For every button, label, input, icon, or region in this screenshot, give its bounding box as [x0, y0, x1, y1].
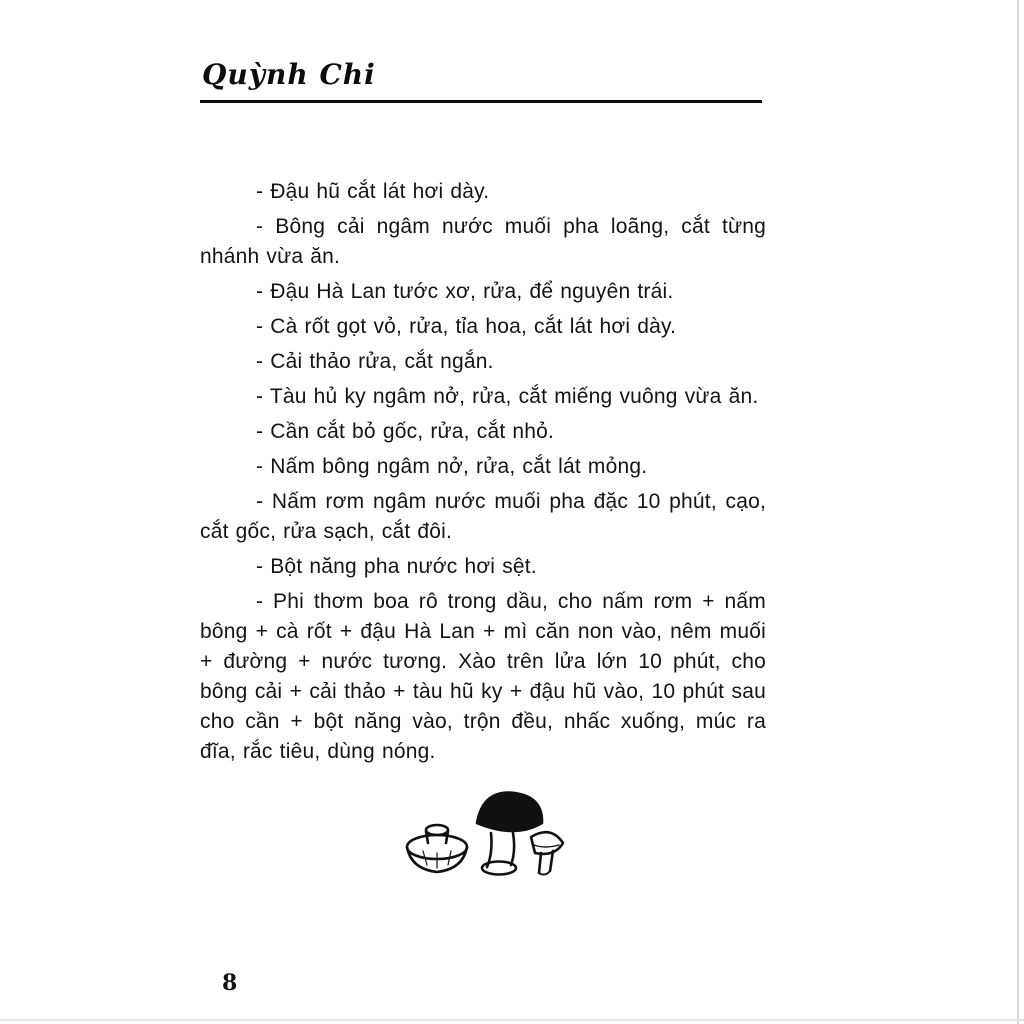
recipe-paragraph: - Cần cắt bỏ gốc, rửa, cắt nhỏ.: [256, 420, 555, 443]
recipe-paragraph: - Cải thảo rửa, cắt ngắn.: [256, 350, 494, 373]
scan-edge-right: [1017, 0, 1019, 1024]
page-header: [200, 58, 766, 103]
author-name: Quỳnh Chi: [202, 58, 376, 91]
header-rule: [200, 100, 762, 103]
mushrooms-icon: [393, 781, 573, 889]
page-number: 8: [222, 970, 238, 996]
mushrooms-illustration: [388, 781, 578, 894]
recipe-paragraph: - Phi thơm boa rô trong dầu, cho nấm rơm + nấm bông + cà rốt + đậu Hà Lan + mì căn non vào, nêm muối + đường + nước tương. Xào trên lửa lớn 10 phút, cho bông cải + cải thảo + tàu hũ ky + đậu hũ vào, 10 phút sau cho cần + bột năng vào, trộn đều, nhấc xuống, múc ra đĩa, rắc tiêu, dùng nóng.: [200, 590, 766, 763]
recipe-paragraph: - Đậu hũ cắt lát hơi dày.: [256, 180, 490, 203]
recipe-paragraph: - Tàu hủ ky ngâm nở, rửa, cắt miếng vuông vừa ăn.: [256, 385, 759, 408]
recipe-paragraph: - Cà rốt gọt vỏ, rửa, tỉa hoa, cắt lát hơi dày.: [256, 315, 677, 338]
recipe-paragraph: - Nấm bông ngâm nở, rửa, cắt lát mỏng.: [256, 455, 648, 478]
recipe-paragraph: - Đậu Hà Lan tước xơ, rửa, để nguyên trái.: [256, 280, 674, 303]
scan-edge-bottom: [0, 1019, 1024, 1021]
recipe-paragraph: - Bột năng pha nước hơi sệt.: [256, 555, 537, 578]
recipe-paragraphs: [200, 177, 766, 767]
recipe-paragraph: - Bông cải ngâm nước muối pha loãng, cắt từng nhánh vừa ăn.: [200, 215, 766, 268]
page-content: [200, 58, 766, 894]
recipe-paragraph: - Nấm rơm ngâm nước muối pha đặc 10 phút, cạo, cắt gốc, rửa sạch, cắt đôi.: [200, 490, 766, 543]
